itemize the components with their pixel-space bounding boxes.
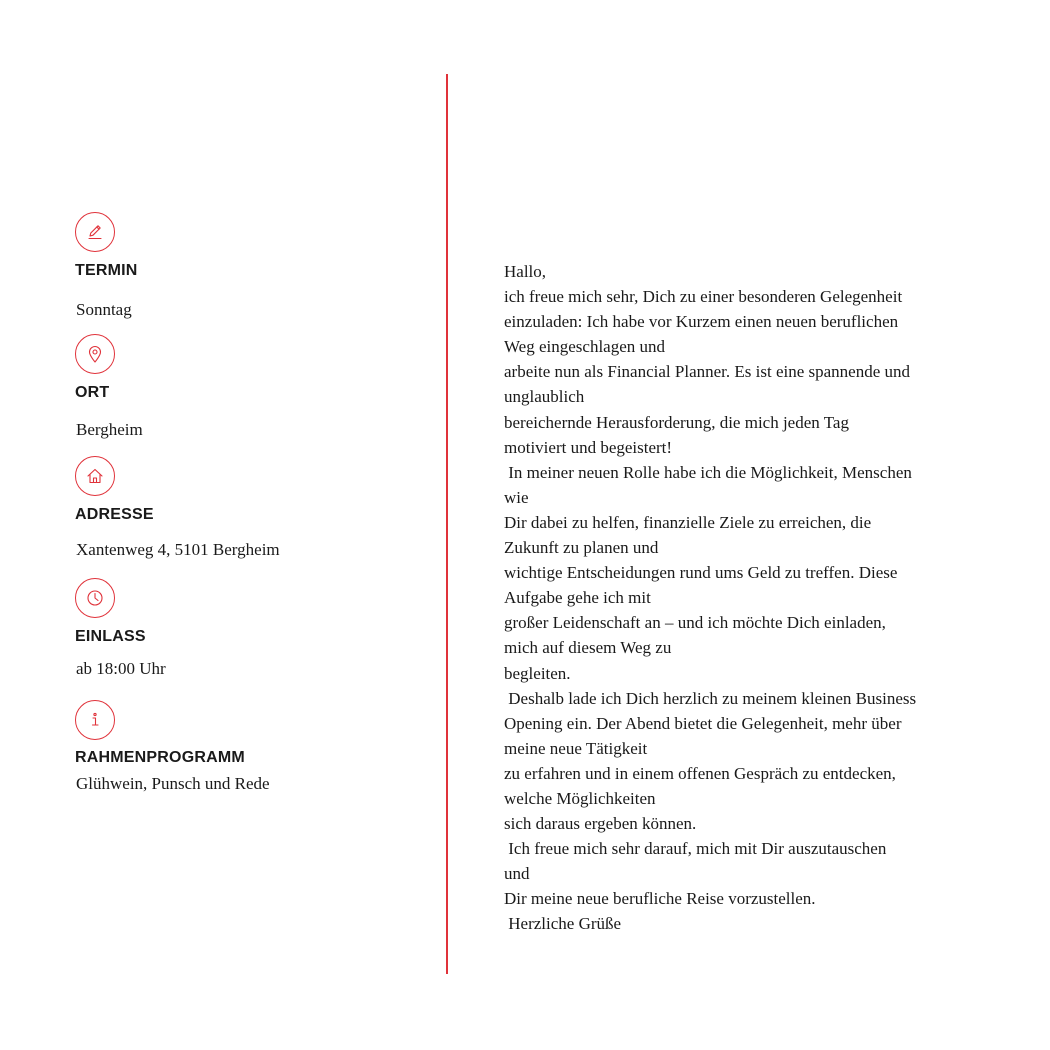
pencil-icon [75,212,115,252]
letter-line: arbeite nun als Financial Planner. Es ist eine spannende und [504,362,911,382]
termin-label: TERMIN [75,262,138,279]
ort-value: Bergheim [76,420,143,439]
letter-line: unglaublich [504,387,585,407]
letter-line: Weg eingeschlagen und [504,337,666,357]
letter-line: meine neue Tätigkeit [504,738,648,758]
location-pin-icon [75,334,115,374]
ort-label: ORT [75,384,110,401]
letter-line: einzuladen: Ich habe vor Kurzem einen neuen beruflichen [504,312,899,332]
termin-value: Sonntag [76,300,132,319]
letter-line: Dir dabei zu helfen, finanzielle Ziele zu erreichen, die [504,512,872,532]
clock-icon [75,578,115,618]
info-icon [75,700,115,740]
letter-line: welche Möglichkeiten [504,788,656,808]
letter-line: mich auf diesem Weg zu [504,638,672,658]
letter-line: In meiner neuen Rolle habe ich die Möglichkeit, Menschen [504,462,912,482]
letter-line: bereichernde Herausforderung, die mich jeden Tag [504,412,849,432]
letter-line: Ich freue mich sehr darauf, mich mit Dir auszutauschen [504,839,887,859]
letter-line: Dir meine neue berufliche Reise vorzustellen. [504,889,816,909]
letter-line: Zukunft zu planen und [504,538,659,558]
letter-line: wie [504,487,529,507]
house-icon [75,456,115,496]
letter-line: ich freue mich sehr, Dich zu einer besonderen Gelegenheit [504,287,903,307]
adresse-label: ADRESSE [75,506,154,523]
vertical-divider [446,74,448,974]
einlass-value: ab 18:00 Uhr [76,659,166,678]
letter-line: und [504,864,530,884]
einlass-label: EINLASS [75,628,146,645]
letter-line: sich daraus ergeben können. [504,814,697,834]
letter-line: großer Leidenschaft an – und ich möchte Dich einladen, [504,613,886,633]
letter-line: Hallo, [504,262,547,281]
letter-line: wichtige Entscheidungen rund ums Geld zu treffen. Diese [504,563,898,583]
rahmenprogramm-value: Glühwein, Punsch und Rede [76,774,270,793]
invitation-letter [504,259,984,937]
letter-line: begleiten. [504,663,571,683]
adresse-value: Xantenweg 4, 5101 Bergheim [76,540,280,559]
letter-line: Deshalb lade ich Dich herzlich zu meinem kleinen Business [504,688,917,708]
letter-line: Herzliche Grüße [504,914,622,934]
letter-line: Aufgabe gehe ich mit [504,588,651,608]
letter-line: motiviert und begeistert! [504,437,673,457]
rahmenprogramm-label: RAHMENPROGRAMM [75,749,245,766]
letter-line: Opening ein. Der Abend bietet die Gelegenheit, mehr über [504,713,902,733]
letter-line: zu erfahren und in einem offenen Gespräch zu entdecken, [504,763,896,783]
